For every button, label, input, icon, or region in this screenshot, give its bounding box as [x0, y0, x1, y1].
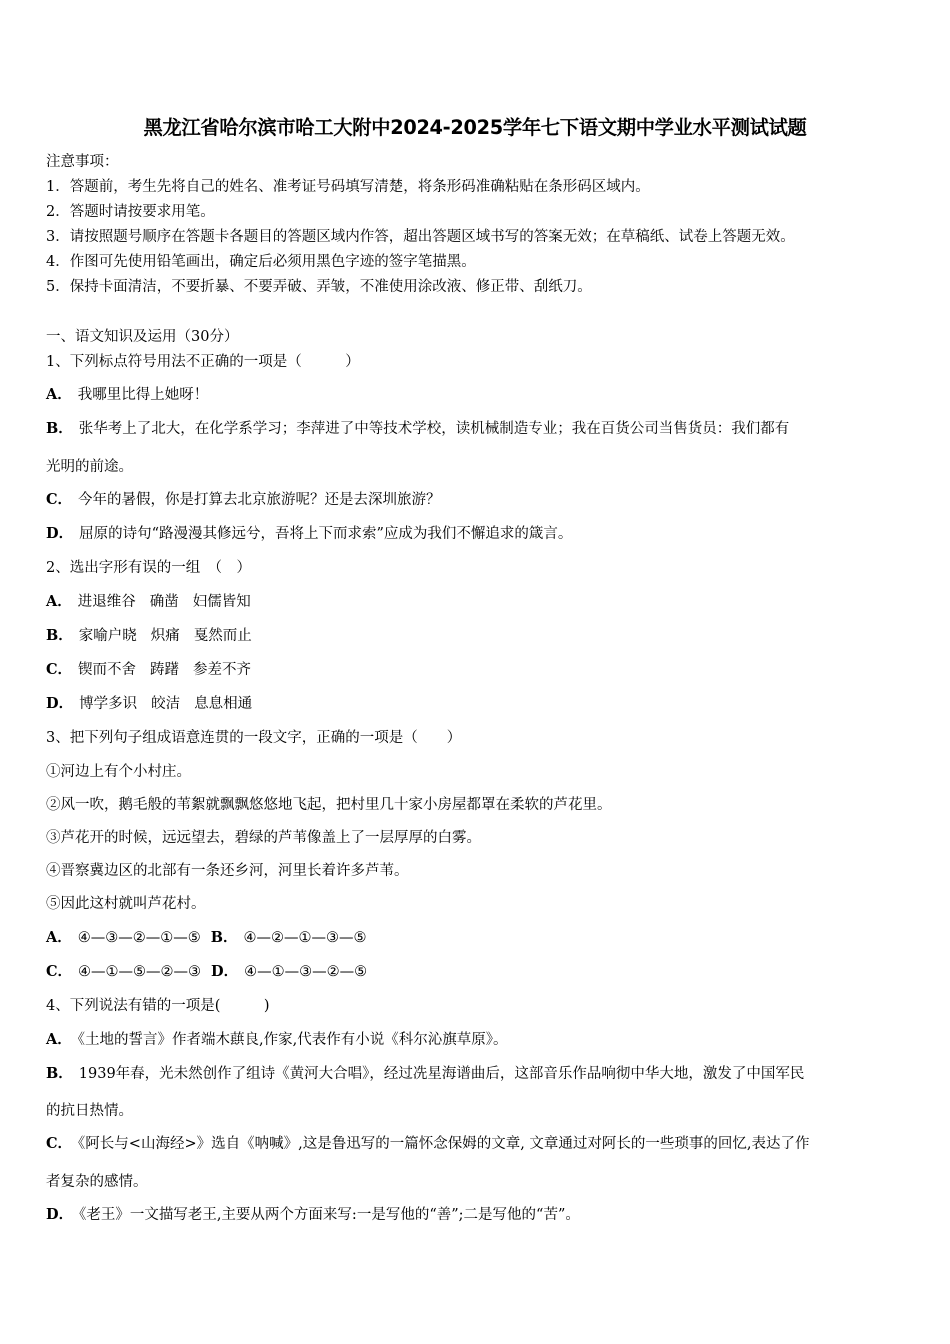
question-4-option-a: [46, 1030, 507, 1050]
option-label: D．: [46, 1206, 74, 1223]
option-text: 《阿长与<山海经>》选自《呐喊》,这是鲁迅写的一篇怀念保姆的文章, 文章通过对阿长的一些琐事的回忆,表达了作: [78, 1136, 810, 1152]
question-2-option-c: [46, 660, 251, 680]
question-4-option-c: [46, 1134, 810, 1154]
option-word: 家喻户晓: [78, 628, 137, 644]
question-2-stem: 2、选出字形有误的一组 （ ）: [46, 560, 251, 576]
option-word: 踌躇: [150, 662, 180, 678]
option-word: 炽痛: [150, 628, 180, 644]
option-label: D．: [46, 525, 74, 542]
option-label: A．: [46, 593, 72, 610]
option-word: 息息相通: [194, 696, 253, 712]
option-word: 博学多识: [79, 696, 138, 712]
option-word: 锲而不舍: [78, 662, 137, 678]
question-1-option-a: [46, 385, 208, 405]
question-4-option-b: [46, 1064, 804, 1084]
notice-item-3: 3．请按照题号顺序在答题卡各题目的答题区域内作答，超出答题区域书写的答案无效；在草稿纸、试卷上答题无效。: [46, 229, 795, 245]
notice-heading: 注意事项：: [46, 154, 119, 170]
option-text: ④—①—⑤—②—③: [78, 964, 202, 980]
question-3-sentence-5: ⑤因此这村就叫芦花村。: [46, 896, 206, 912]
option-text: 张华考上了北大，在化学系学习；李萍进了中等技术学校，读机械制造专业；我在百货公司当售货员：我们都有: [78, 421, 790, 437]
notice-item-1: 1．答题前，考生先将自己的姓名、准考证号码填写清楚，将条形码准确粘贴在条形码区域内。: [46, 179, 650, 195]
question-4-option-c-cont: 者复杂的感情。: [46, 1174, 148, 1190]
option-word: 确凿: [149, 594, 179, 610]
option-text: 我哪里比得上她呀！: [77, 387, 209, 403]
option-label: B．: [46, 420, 73, 437]
option-word: 戛然而止: [193, 628, 252, 644]
option-label: C．: [46, 963, 73, 980]
option-text: 今年的暑假，你是打算去北京旅游呢？还是去深圳旅游？: [78, 492, 441, 508]
option-text: ④—③—②—①—⑤: [77, 930, 201, 946]
option-label: C．: [46, 661, 73, 678]
option-label: B．: [46, 1065, 73, 1082]
option-label: C．: [46, 1135, 73, 1152]
question-4-option-d: [46, 1205, 580, 1225]
question-3-sentence-3: ③芦花开的时候，远远望去，碧绿的芦苇像盖上了一层厚厚的白雾。: [46, 830, 481, 846]
option-label: C．: [46, 491, 73, 508]
question-2-option-b: [46, 626, 252, 646]
question-3-sentence-2: ②风一吹，鹅毛般的苇絮就飘飘悠悠地飞起，把村里几十家小房屋都罩在柔软的芦花里。: [46, 797, 612, 813]
notice-item-2: 2．答题时请按要求用笔。: [46, 204, 215, 220]
question-1-option-d: [46, 524, 572, 544]
option-word: 妇儒皆知: [192, 594, 251, 610]
option-text: 1939年春，光未然创作了组诗《黄河大合唱》，经过冼星海谱曲后，这部音乐作品响彻中华大地，激发了中国军民: [78, 1066, 805, 1082]
option-word: 参差不齐: [193, 662, 252, 678]
notice-item-5: 5．保持卡面清洁，不要折暴、不要弄破、弄皱，不准使用涂改液、修正带、刮纸刀。: [46, 279, 592, 295]
option-label: A．: [46, 1031, 72, 1048]
option-label: B．: [46, 627, 73, 644]
option-text: 《土地的誓言》作者端木蕻良,作家,代表作有小说《科尔沁旗草原》。: [77, 1032, 508, 1048]
question-1-stem: 1、下列标点符号用法不正确的一项是（ ）: [46, 354, 360, 370]
notice-item-4: 4．作图可先使用铅笔画出，确定后必须用黑色字迹的签字笔描黑。: [46, 254, 476, 270]
page-title: 黑龙江省哈尔滨市哈工大附中2024-2025学年七下语文期中学业水平测试试题: [143, 116, 807, 139]
question-1-option-b: [46, 419, 789, 439]
option-label: D．: [46, 695, 74, 712]
question-3-stem: 3、把下列句子组成语意连贯的一段文字，正确的一项是（ ）: [46, 730, 462, 746]
question-3-options-cd: [46, 962, 367, 982]
question-1-option-c: [46, 490, 441, 510]
option-label: B．: [210, 929, 238, 946]
question-1-option-b-cont: 光明的前途。: [46, 459, 133, 475]
option-text: ④—①—③—②—⑤: [244, 964, 368, 980]
option-text: 屈原的诗句“路漫漫其修远兮，吾将上下而求索”应成为我们不懈追求的箴言。: [79, 526, 573, 542]
question-2-option-a: [46, 592, 251, 612]
question-4-option-b-cont: 的抗日热情。: [46, 1103, 133, 1119]
question-3-sentence-4: ④晋察冀边区的北部有一条还乡河，河里长着许多芦苇。: [46, 863, 409, 879]
question-4-stem: 4、下列说法有错的一项是( ): [46, 998, 270, 1014]
option-word: 皎洁: [151, 696, 181, 712]
section-heading: 一、语文知识及运用（30分）: [46, 329, 239, 345]
option-label: D．: [211, 963, 239, 980]
option-label: A．: [46, 386, 72, 403]
option-text: 《老王》一文描写老王,主要从两个方面来写:一是写他的“善”;二是写他的“苦”。: [79, 1207, 580, 1223]
option-word: 进退维谷: [77, 594, 136, 610]
question-3-options-ab: [46, 928, 367, 948]
option-label: A．: [46, 929, 72, 946]
option-text: ④—②—①—③—⑤: [243, 930, 367, 946]
question-3-sentence-1: ①河边上有个小村庄。: [46, 764, 191, 780]
question-2-option-d: [46, 694, 252, 714]
